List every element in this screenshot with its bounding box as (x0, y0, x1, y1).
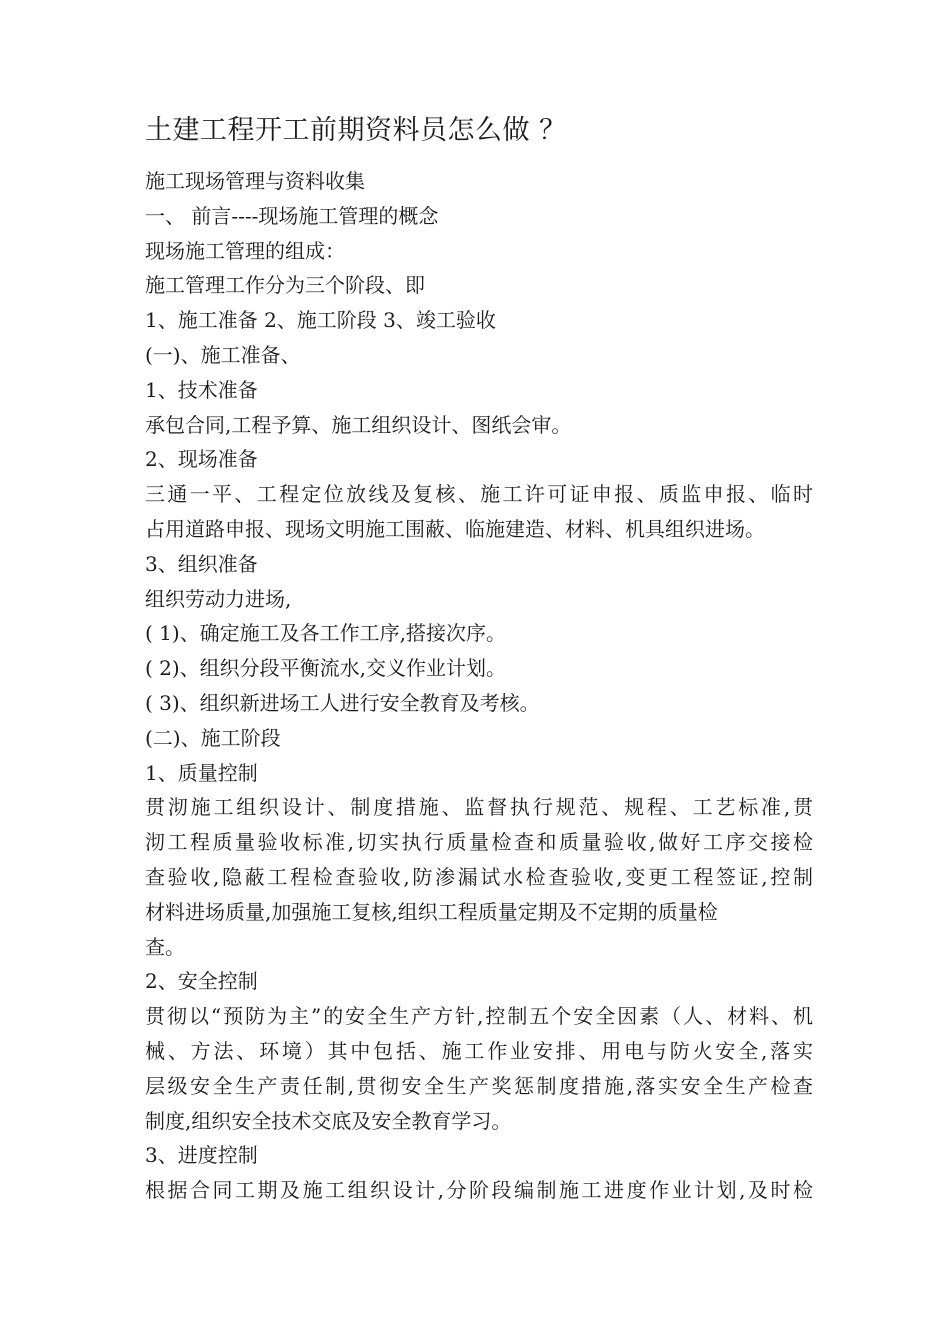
text-line: 3、进度控制 (145, 1143, 258, 1168)
text-line: 1、质量控制 (145, 760, 258, 785)
text-line: 承包合同,工程予算、施工组织设计、图纸会审。 (145, 412, 572, 437)
text-line: 层级安全生产责任制,贯彻安全生产奖惩制度措施,落实安全生产检查 (145, 1073, 813, 1098)
text-line: 占用道路申报、现场文明施工围蔽、临施建造、材料、机具组织进场。 (145, 516, 765, 541)
text-line: 3、组织准备 (145, 551, 258, 576)
document-title: 土建工程开工前期资料员怎么做 ？ (145, 115, 567, 146)
text-line: 查验收,隐蔽工程检查验收,防渗漏试水检查验收,变更工程签证,控制 (145, 864, 813, 889)
text-line: 施工管理工作分为三个阶段、即 (145, 273, 425, 298)
text-line: 1、施工准备 2、施工阶段 3、竣工验收 (145, 308, 496, 333)
text-line: 现场施工管理的组成： (145, 238, 345, 263)
text-line: 2、现场准备 (145, 447, 258, 472)
text-line: 贯彻以“预防为主”的安全生产方针,控制五个安全因素（人、材料、机 (145, 1004, 813, 1029)
document-body (145, 164, 813, 1208)
text-line: 三通一平、工程定位放线及复核、施工许可证申报、质监申报、临时 (145, 482, 813, 507)
text-line: (二)、施工阶段 (145, 725, 281, 750)
text-line: (一)、施工准备、 (145, 342, 301, 367)
text-line: 沏工程质量验收标准,切实执行质量检查和质量验收,做好工序交接检 (145, 830, 813, 855)
text-line: 查。 (145, 934, 185, 959)
text-line: 一、 前言----现场施工管理的概念 (145, 203, 439, 228)
text-line: 组织劳动力进场, (145, 586, 292, 611)
text-line: ( 2)、组织分段平衡流水,交义作业计划。 (145, 656, 507, 681)
text-line: 械、方法、环境）其中包括、施工作业安排、用电与防火安全,落实 (145, 1038, 813, 1063)
text-line: 材料进场质量,加强施工复核,组织工程质量定期及不定期的质量检 (145, 899, 718, 924)
text-line: ( 1)、确定施工及各工作工序,搭接次序。 (145, 621, 507, 646)
text-line: ( 3)、组织新进场工人进行安全教育及考核。 (145, 690, 540, 715)
text-line: 贯沏施工组织设计、制度措施、监督执行规范、规程、工艺标准,贯 (145, 795, 813, 820)
text-line: 1、技术准备 (145, 377, 258, 402)
text-line: 施工现场管理与资料收集 (145, 169, 365, 193)
text-line: 制度,组织安全技术交底及安全教育学习。 (145, 1108, 512, 1133)
text-line: 根据合同工期及施工组织设计,分阶段编制施工进度作业计划,及时检 (145, 1178, 813, 1203)
text-line: 2、安全控制 (145, 969, 258, 994)
